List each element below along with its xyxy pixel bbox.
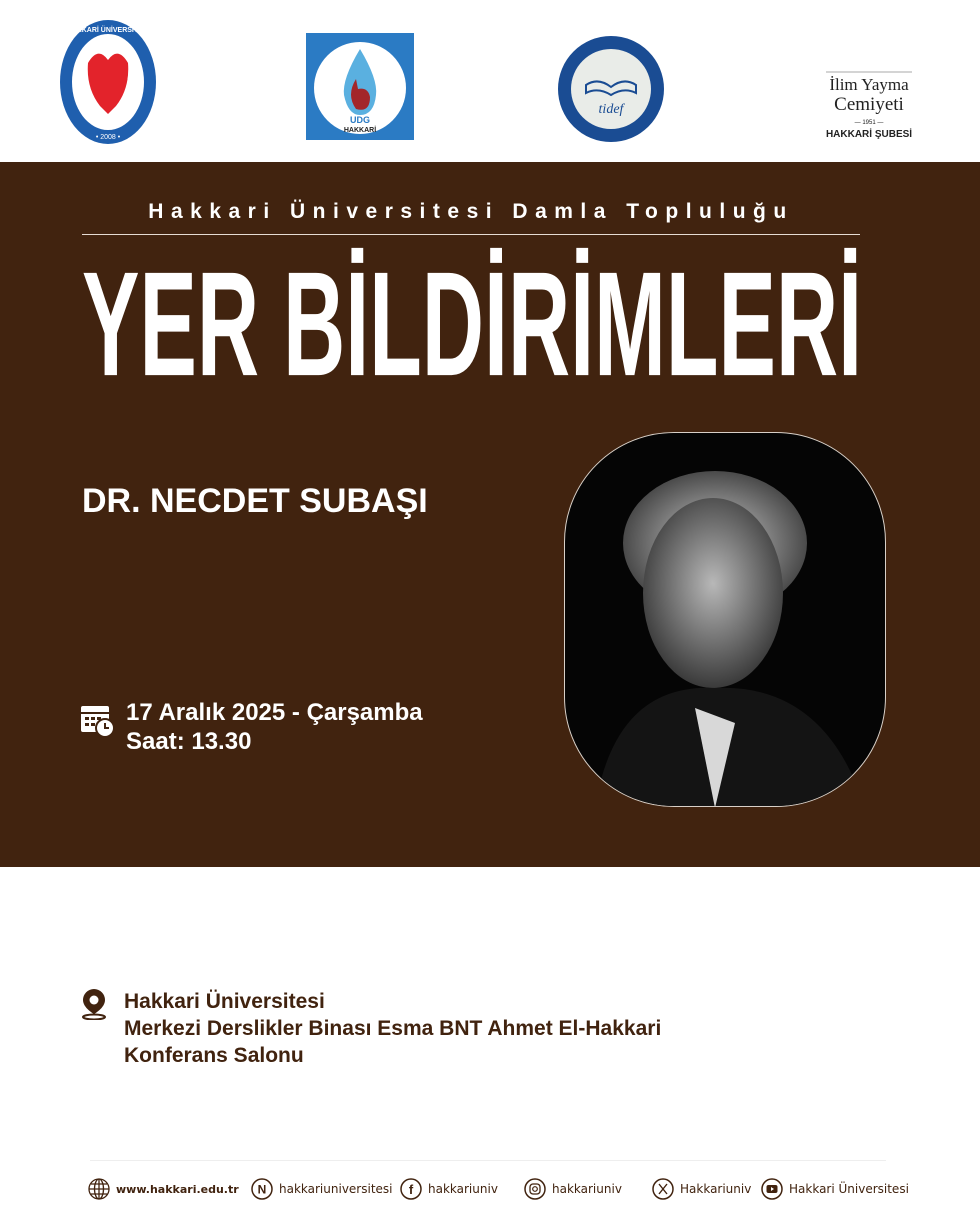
footer-divider xyxy=(90,1160,886,1161)
svg-text:• 2008 •: • 2008 • xyxy=(95,134,121,141)
nsosyal-icon xyxy=(251,1178,273,1200)
svg-text:İlim Yayma: İlim Yayma xyxy=(829,75,909,94)
hakkari-university-logo xyxy=(58,18,158,146)
x-link[interactable]: Hakkariuniv xyxy=(652,1178,751,1200)
youtube-link[interactable]: Hakkari Üniversitesi xyxy=(761,1178,909,1200)
udg-logo xyxy=(306,33,414,140)
nsosyal-link[interactable]: N hakkariuniversitesi xyxy=(251,1178,393,1200)
speaker-photo xyxy=(564,432,886,807)
x-icon xyxy=(652,1178,674,1200)
location-pin-icon xyxy=(80,988,108,1020)
facebook-link[interactable]: f hakkariuniv xyxy=(400,1178,498,1200)
svg-text:f: f xyxy=(408,1182,414,1197)
svg-text:HAKKARİ ÜNİVERSİTESİ: HAKKARİ ÜNİVERSİTESİ xyxy=(66,27,150,34)
logo-bar xyxy=(0,0,980,162)
svg-text:HAKKARİ ŞUBESİ: HAKKARİ ŞUBESİ xyxy=(825,129,913,140)
svg-text:— 1951 —: — 1951 — xyxy=(854,120,884,126)
svg-text:Cemiyeti: Cemiyeti xyxy=(834,94,904,115)
location-line-1: Hakkari Üniversitesi xyxy=(124,990,325,1013)
location-line-3: Konferans Salonu xyxy=(124,1044,304,1067)
event-date: 17 Aralık 2025 - Çarşamba xyxy=(126,699,423,726)
location-line-2: Merkezi Derslikler Binası Esma BNT Ahmet El-Hakkari xyxy=(124,1017,662,1040)
tidef-logo xyxy=(556,35,666,143)
ilim-yayma-logo xyxy=(822,30,916,142)
svg-text:tidef: tidef xyxy=(598,102,624,117)
website-link[interactable]: www.hakkari.edu.tr xyxy=(88,1178,239,1200)
youtube-icon xyxy=(761,1178,783,1200)
instagram-link[interactable]: hakkariuniv xyxy=(524,1178,622,1200)
speaker-name: DR. NECDET SUBAŞI xyxy=(82,482,428,520)
facebook-icon xyxy=(400,1178,422,1200)
svg-text:HAKKARİ: HAKKARİ xyxy=(343,127,377,134)
svg-text:UDG: UDG xyxy=(350,115,370,125)
calendar-clock-icon xyxy=(80,702,116,738)
event-time: Saat: 13.30 xyxy=(126,728,252,755)
divider xyxy=(82,234,860,235)
event-title: YER BİLDİRİMLERİ xyxy=(82,241,863,407)
footer-social-links xyxy=(88,1178,909,1204)
svg-text:N: N xyxy=(257,1182,267,1197)
globe-icon xyxy=(88,1178,110,1200)
organizer: Hakkari Üniversitesi Damla Topluluğu xyxy=(148,200,794,223)
instagram-icon xyxy=(524,1178,546,1200)
